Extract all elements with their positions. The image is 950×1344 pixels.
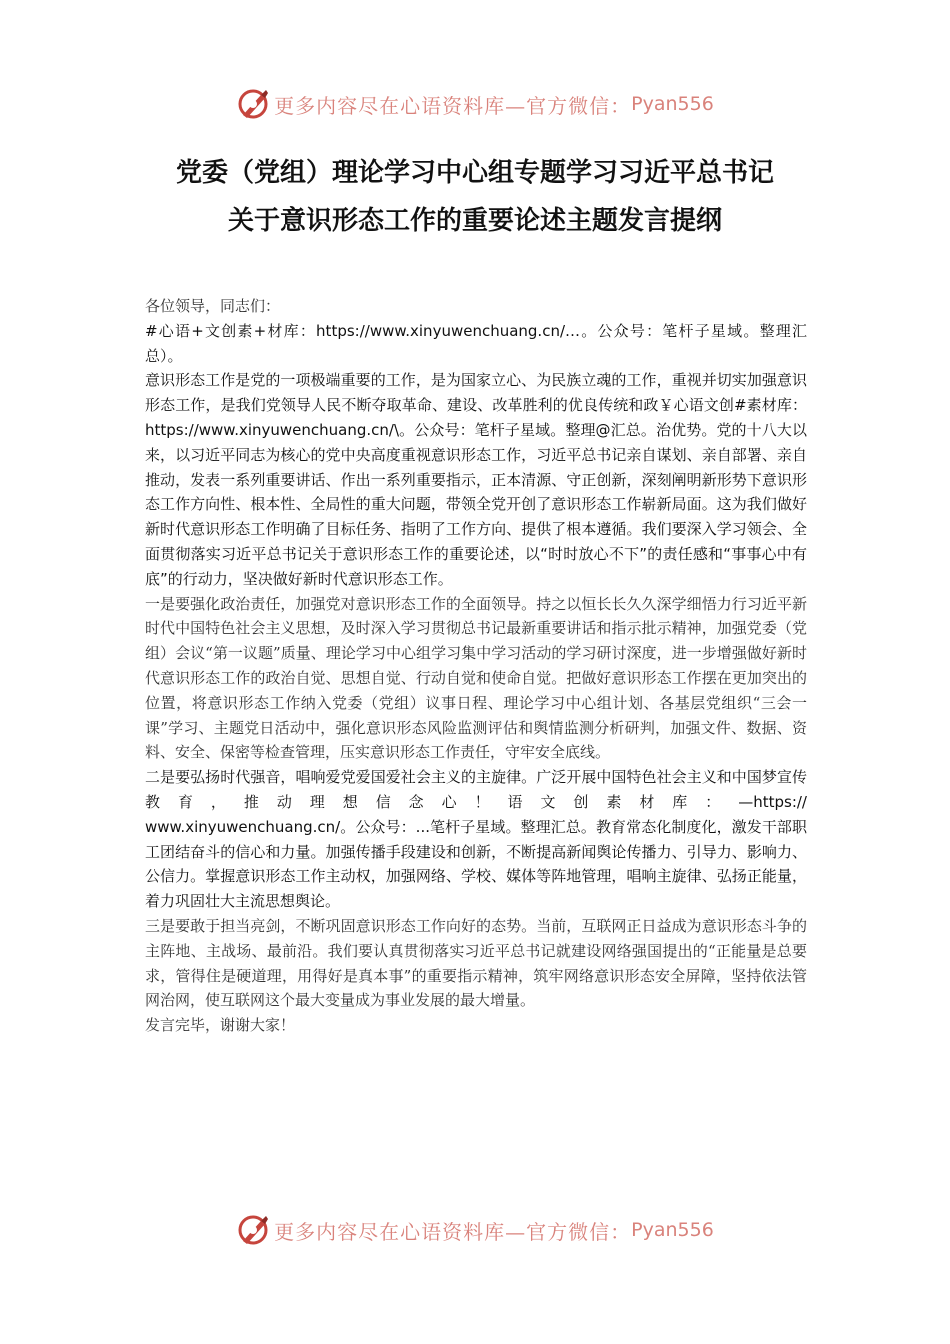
source-note-paragraph: #心语+文创素+材库：https://www.xinyuwenchuang.cn/…。公众号：笔杆子星域。整理汇总）。 (145, 321, 807, 365)
page-title-line-1: 党委（党组）理论学习中心组专题学习习近平总书记 (175, 158, 774, 188)
pen-logo-icon (236, 87, 270, 121)
intro-paragraph: 意识形态工作是党的一项极端重要的工作，是为国家立心、为民族立魂的工作，重视并切实加强意识形态工作，是我们党领导人民不断夺取革命、建设、改革胜利的优良传统和政￥心语文创#素材库：https://www.xinyuwenchuang.cn/\。公众号：笔杆子星域。整理@汇总。治优势。党的十八大以来，以习近平同志为核心的党中央高度重视意识形态工作，习近平总书记亲自谋划、亲自部署、亲自推动，发表一系列重要讲话、作出一系列重要指示，正本清源、守正创新，深刻阐明新形势下意识形态工作方向性、根本性、全局性的重大问题，带领全党开创了意识形态工作崭新局面。这为我们做好新时代意识形态工作明确了目标任务、指明了工作方向、提供了根本遵循。我们要深入学习领会、全面贯彻落实习近平总书记关于意识形态工作的重要论述，以“时时放心不下”的责任感和“事事心中有底”的行动力，坚决做好新时代意识形态工作。 (145, 371, 807, 588)
footer-banner (0, 1210, 950, 1250)
pen-logo-icon (236, 1213, 270, 1247)
closing-paragraph: 发言完毕，谢谢大家！ (145, 1016, 296, 1035)
point-three-paragraph: 三是要敢于担当亮剑，不断巩固意识形态工作向好的态势。当前，互联网正日益成为意识形态斗争的主阵地、主战场、最前沿。我们要认真贯彻落实习近平总书记就建设网络强国提出的“正能量是总要求，管得住是硬道理，用得好是真本事”的重要指示精神，筑牢网络意识形态安全屏障，坚持依法管网治网，使互联网这个最大变量成为事业发展的最大增量。 (145, 916, 807, 1010)
point-one-paragraph: 一是要强化政治责任，加强党对意识形态工作的全面领导。持之以恒长长久久深学细悟力行习近平新时代中国特色社会主义思想，及时深入学习贯彻总书记最新重要讲话和指示批示精神，加强党委（党组）会议“第一议题”质量、理论学习中心组学习集中学习活动的学习研讨深度，进一步增强做好新时代意识形态工作的政治自觉、思想自觉、行动自觉和使命自觉。把做好意识形态工作摆在更加突出的位置，将意识形态工作纳入党委（党组）议事日程、理论学习中心组计划、各基层党组织“三会一课”学习、主题党日活动中，强化意识形态风险监测评估和舆情监测分析研判，加强文件、数据、资料、安全、保密等检查管理，压实意识形态工作责任，守牢安全底线。 (145, 594, 807, 762)
header-banner (0, 84, 950, 124)
page-title-line-2: 关于意识形态工作的重要论述主题发言提纲 (227, 206, 722, 236)
greeting-paragraph: 各位领导，同志们： (145, 297, 281, 315)
point-two-paragraph-continued: www.xinyuwenchuang.cn/。公众号：...笔杆子星域。整理汇总。教育常态化制度化，激发干部职工团结奋斗的信心和力量。加强传播手段建设和创新，不断提高新闻舆论传播力、引导力、影响力、公信力。掌握意识形态工作主动权，加强网络、学校、媒体等阵地管理，唱响主旋律、弘扬正能量，着力巩固壮大主流思想舆论。 (145, 817, 807, 911)
point-two-paragraph-lead: 二是要弘扬时代强音，唱响爱党爱国爱社会主义的主旋律。广泛开展中国特色社会主义和中国梦宣传教育，推动理想信念心！语文创素材库：—https:// (145, 768, 807, 811)
header-banner-text: 更多内容尽在心语资料库—官方微信： (274, 93, 632, 118)
footer-banner-text: 更多内容尽在心语资料库—官方微信： (274, 1219, 632, 1244)
header-banner-handle: Pyan556 (631, 93, 714, 115)
footer-banner-handle: Pyan556 (631, 1219, 714, 1241)
document-body (145, 294, 807, 1038)
